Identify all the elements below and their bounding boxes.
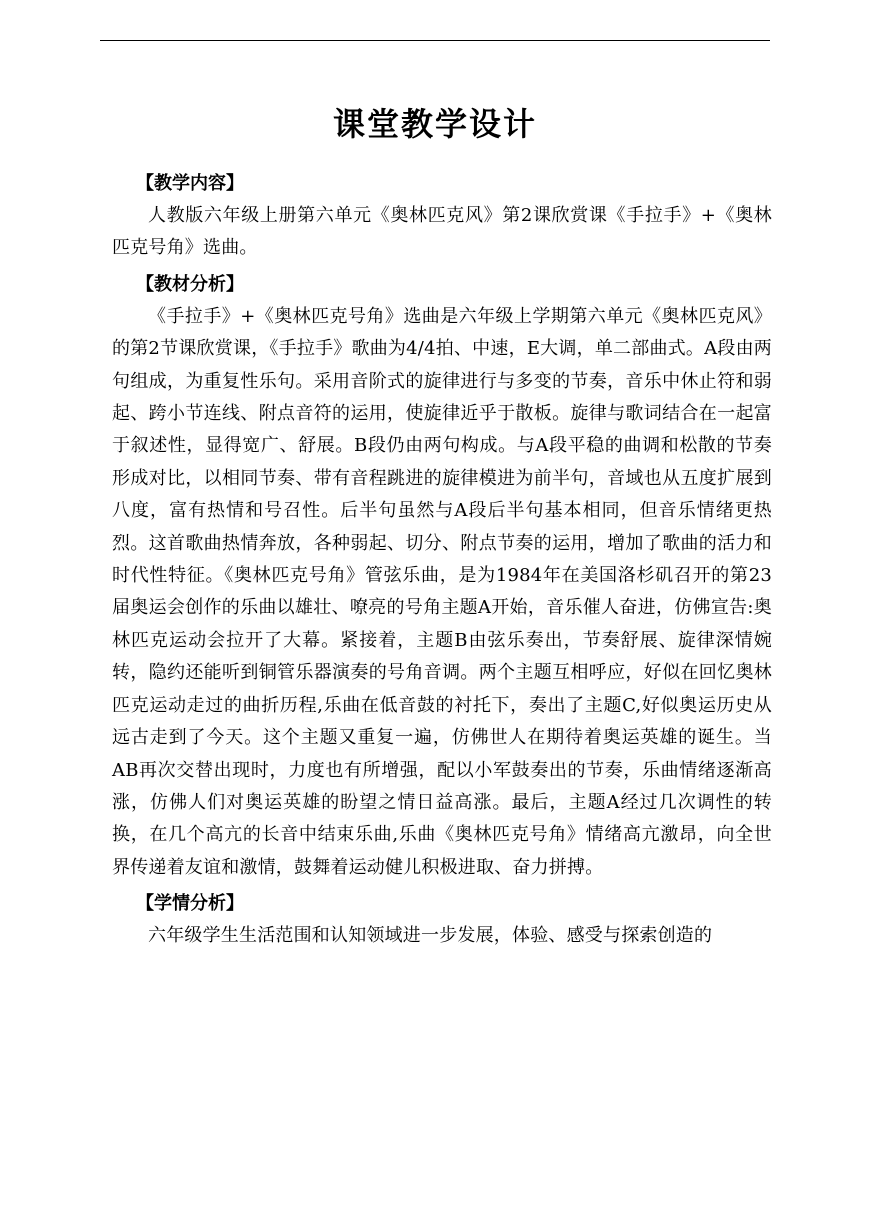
document-body xyxy=(112,168,772,957)
section-paragraph: 《手拉手》+《奥林匹克号角》选曲是六年级上学期第六单元《奥林匹克风》的第2节课欣赏课，《手拉手》歌曲为4/4拍、中速，E大调，单二部曲式。A段由两句组成，为重复性乐句。采用音阶式的旋律进行与多变的节奏，音乐中休止符和弱起、跨小节连线、附点音符的运用，使旋律近乎于散板。旋律与歌词结合在一起富于叙述性，显得宽广、舒展。B段仍由两句构成。与A段平稳的曲调和松散的节奏形成对比，以相同节奏、带有音程跳进的旋律模进为前半句，音域也从五度扩展到八度，富有热情和号召性。后半句虽然与A段后半句基本相同，但音乐情绪更热烈。这首歌曲热情奔放，各种弱起、切分、附点节奏的运用，增加了歌曲的活力和时代性特征。《奥林匹克号角》管弦乐曲，是为1984年在美国洛杉矶召开的第23届奥运会创作的乐曲以雄壮、嘹亮的号角主题A开始，音乐催人奋进，仿佛宣告:奥林匹克运动会拉开了大幕。紧接着，主题B由弦乐奏出，节奏舒展、旋律深情婉转，隐约还能听到铜管乐器演奏的号角音调。两个主题互相呼应，好似在回忆奥林匹克运动走过的曲折历程,乐曲在低音鼓的衬托下，奏出了主题C,好似奥运历史从远古走到了今天。这个主题又重复一遍，仿佛世人在期待着奥运英雄的诞生。当AB再次交替出现时，力度也有所增强，配以小军鼓奏出的节奏，乐曲情绪逐渐高涨，仿佛人们对奥运英雄的盼望之情日益高涨。最后，主题A经过几次调性的转换，在几个高亢的长音中结束乐曲,乐曲《奥林匹克号角》情绪高亢激昂，向全世界传递着友谊和激情，鼓舞着运动健儿积极进取、奋力拼搏。 xyxy=(112,305,772,878)
section-paragraph: 六年级学生生活范围和认知领域进一步发展，体验、感受与探索创造的 xyxy=(148,925,713,947)
page-title: 课堂教学设计 xyxy=(332,105,537,144)
section-heading: 【学情分析】 xyxy=(136,893,244,915)
section-heading: 【教材分析】 xyxy=(136,273,244,295)
header-rule xyxy=(100,40,770,41)
section-heading: 【教学内容】 xyxy=(136,173,244,194)
section-paragraph: 人教版六年级上册第六单元《奥林匹克风》第2课欣赏课《手拉手》+《奥林匹克号角》选曲。 xyxy=(112,205,772,259)
section-material-analysis xyxy=(112,269,772,884)
section-teaching-content xyxy=(112,168,772,265)
section-learner-analysis xyxy=(112,888,772,952)
